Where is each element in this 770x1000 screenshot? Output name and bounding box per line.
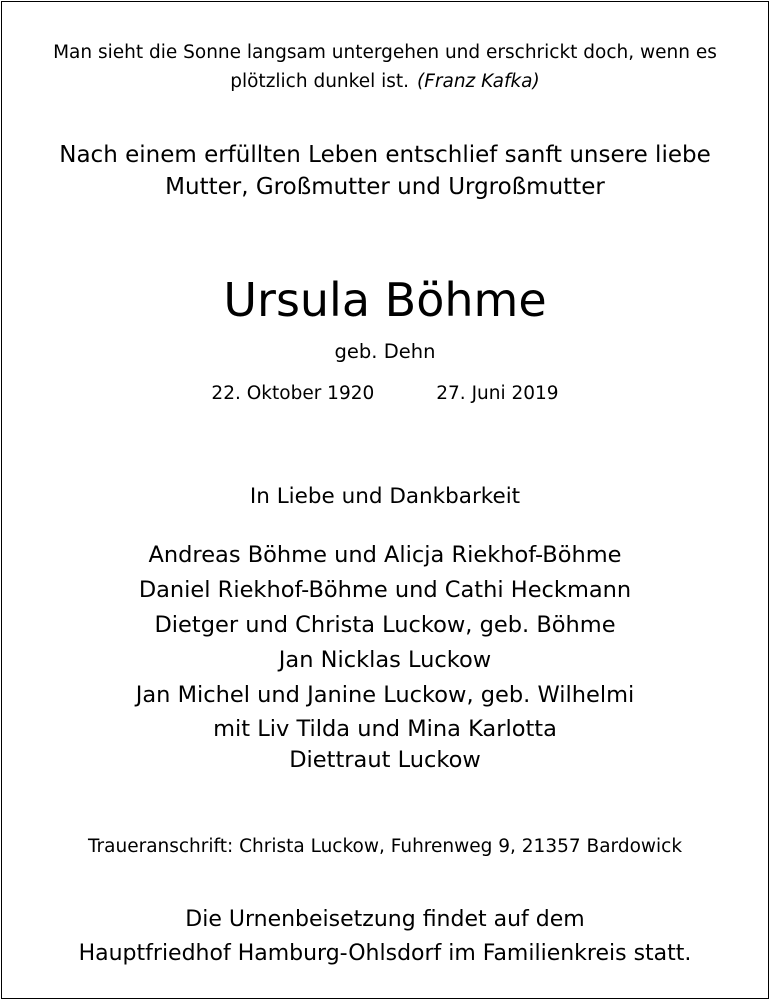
quote-author: (Franz Kafka) <box>417 71 540 92</box>
quote-line-1: Man sieht die Sonne langsam untergehen und erschrickt doch, wenn es <box>53 42 717 63</box>
birth-date: 22. Oktober 1920 <box>211 383 375 404</box>
family-member: mit Liv Tilda und Mina Karlotta <box>213 716 557 742</box>
mourning-address: Traueranschrift: Christa Luckow, Fuhrenweg 9, 21357 Bardowick <box>87 836 683 857</box>
death-date: 27. Juni 2019 <box>436 383 559 404</box>
family-member: Jan Michel und Janine Luckow, geb. Wilhelmi <box>135 682 635 708</box>
family-member: Andreas Böhme und Alicja Riekhof-Böhme <box>148 542 622 568</box>
family-member: Daniel Riekhof-Böhme und Cathi Heckmann <box>138 577 632 603</box>
burial-line-1: Die Urnenbeisetzung findet auf dem <box>185 907 585 932</box>
intro-line-2: Mutter, Großmutter und Urgroßmutter <box>165 174 605 200</box>
maiden-name: geb. Dehn <box>334 340 436 363</box>
deceased-name: Ursula Böhme <box>223 273 547 327</box>
burial-line-2: Hauptfriedhof Hamburg-Ohlsdorf im Familienkreis statt. <box>78 941 692 966</box>
quote-line-2 <box>0 73 770 92</box>
closing-phrase: In Liebe und Dankbarkeit <box>249 484 521 509</box>
intro-line-1: Nach einem erfüllten Leben entschlief sanft unsere liebe <box>59 142 711 168</box>
quote-text-end: plötzlich dunkel ist. <box>230 71 410 92</box>
life-dates <box>0 385 770 404</box>
family-member: Dietger und Christa Luckow, geb. Böhme <box>154 612 616 638</box>
family-member: Diettraut Luckow <box>289 747 481 773</box>
family-member: Jan Nicklas Luckow <box>278 647 492 673</box>
